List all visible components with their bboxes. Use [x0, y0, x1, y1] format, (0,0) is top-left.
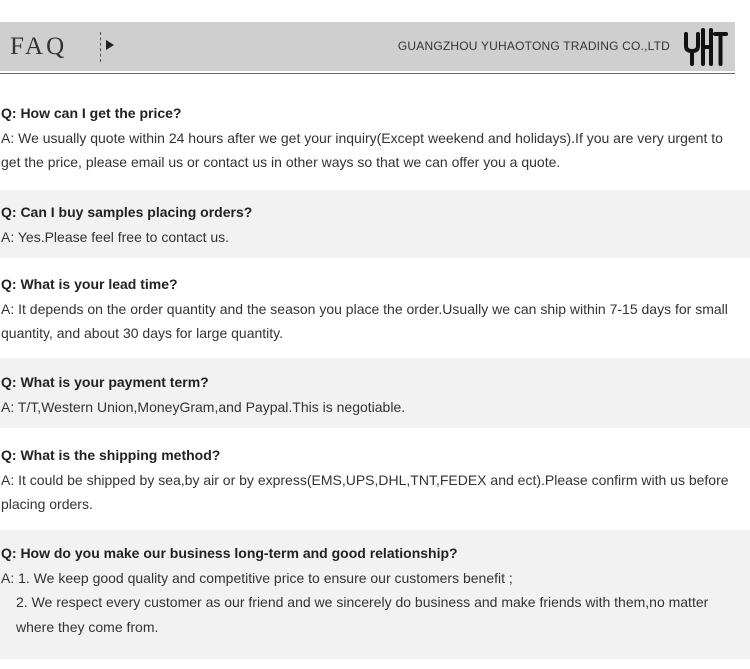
faq-question: Q: What is the shipping method?: [1, 447, 221, 463]
faq-item: [0, 428, 750, 530]
play-arrow-icon: [106, 40, 114, 50]
faq-answer: A: It could be shipped by sea,by air or by express(EMS,UPS,DHL,TNT,FEDEX and ect).Please confirm with us before placing orders.: [1, 471, 729, 512]
faq-question: Q: What is your lead time?: [1, 276, 178, 292]
faq-item: [0, 258, 750, 358]
faq-answer: A: 1. We keep good quality and competitive price to ensure our customers benefit ;: [1, 569, 513, 586]
faq-item: [0, 358, 750, 428]
faq-question: Q: How do you make our business long-term and good relationship?: [1, 545, 458, 561]
faq-answer: A: Yes.Please feel free to contact us.: [1, 228, 230, 245]
faq-item: [0, 530, 750, 659]
faq-answer: A: It depends on the order quantity and the season you place the order.Usually we can ship within 7-15 days for small quantity, and about 30 days for large quantity.: [1, 300, 728, 341]
company-name: GUANGZHOU YUHAOTONG TRADING CO.,LTD: [397, 39, 670, 53]
faq-item: [0, 190, 750, 258]
faq-question: Q: Can I buy samples placing orders?: [1, 204, 253, 220]
yht-logo: [682, 24, 728, 70]
faq-question: Q: How can I get the price?: [1, 105, 182, 121]
faq-answer-continued: 2. We respect every customer as our friend and we sincerely do business and make friends with them,no matter where they come from.: [16, 594, 709, 635]
faq-item: [0, 90, 750, 190]
title-separator: [100, 32, 101, 62]
faq-answer: A: We usually quote within 24 hours after we get your inquiry(Except weekend and holidays).If you are very urgent to get the price, please email us or contact us in other ways so that we can offer you a quote.: [1, 129, 723, 170]
header-divider-line: [0, 73, 735, 74]
faq-answer: A: T/T,Western Union,MoneyGram,and Paypal.This is negotiable.: [1, 398, 406, 415]
faq-question: Q: What is your payment term?: [1, 374, 209, 390]
faq-title: FAQ: [10, 33, 68, 60]
faq-list: [0, 90, 750, 659]
